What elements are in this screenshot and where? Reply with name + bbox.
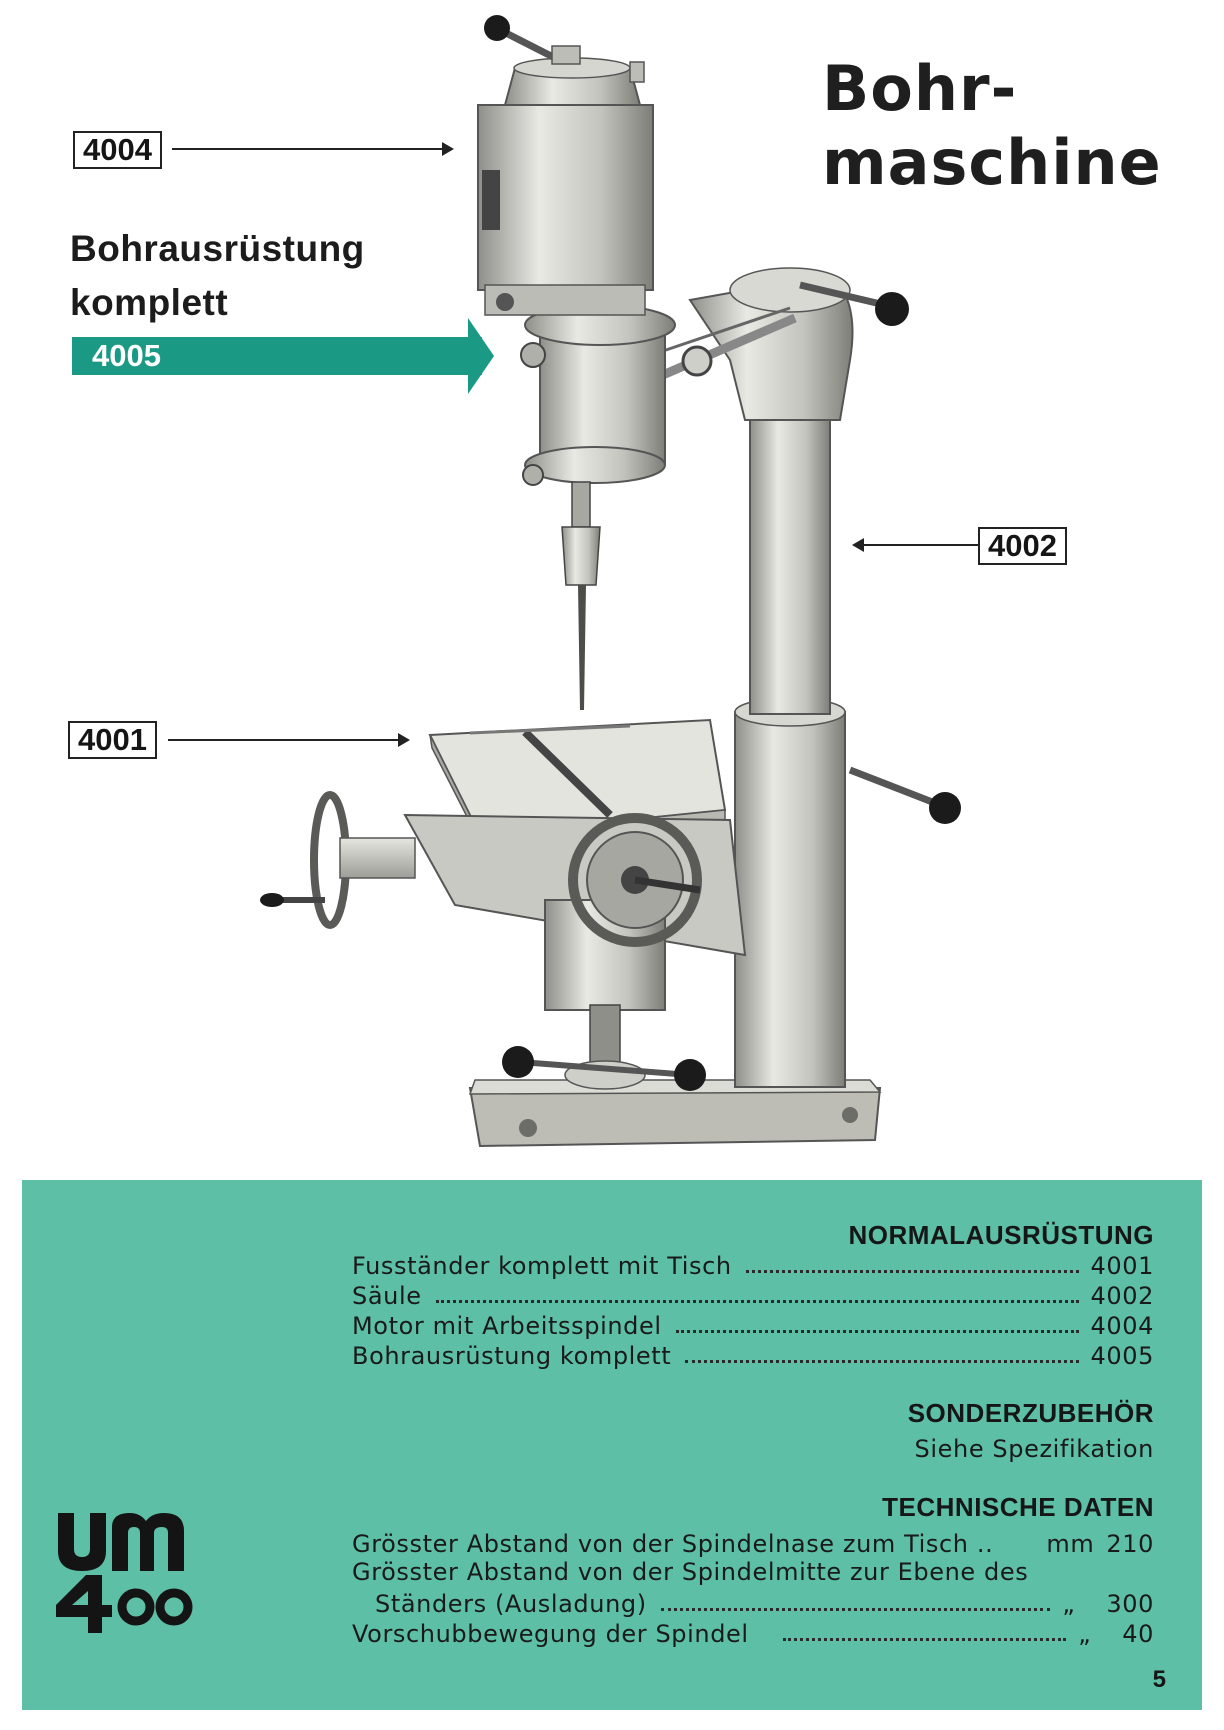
normal-item-label: Motor mit Arbeitsspindel bbox=[352, 1312, 662, 1340]
tech-row bbox=[352, 1528, 1154, 1558]
tech-row-unit: „ bbox=[1062, 1590, 1076, 1618]
tech-row-value: 40 bbox=[1122, 1620, 1154, 1648]
callout-column-number: 4002 bbox=[978, 527, 1067, 565]
tech-row-label: Ständers (Ausladung) bbox=[375, 1590, 647, 1618]
normal-item-value: 4004 bbox=[1090, 1312, 1154, 1340]
tech-row bbox=[352, 1618, 1154, 1648]
title-line-1: Bohr- bbox=[822, 52, 1018, 125]
callout-table-number: 4001 bbox=[68, 721, 157, 759]
leader-dots bbox=[676, 1330, 1079, 1333]
normal-item-row bbox=[352, 1250, 1154, 1280]
tech-row-unit: mm bbox=[1046, 1530, 1095, 1558]
title-line-2: maschine bbox=[822, 126, 1162, 199]
leader-dots bbox=[661, 1608, 1051, 1611]
leader-dots bbox=[685, 1360, 1078, 1363]
tech-row-label-line: Grösster Abstand von der Spindelmitte zur Ebene des bbox=[352, 1558, 1029, 1586]
um400-logo bbox=[50, 1505, 200, 1635]
leader-dots bbox=[783, 1638, 1067, 1641]
normal-item-label: Fusständer komplett mit Tisch bbox=[352, 1252, 732, 1280]
leader-dots bbox=[746, 1270, 1079, 1273]
normal-item-label: Säule bbox=[352, 1282, 422, 1310]
drilling-set-line-1: Bohrausrüstung bbox=[70, 228, 365, 269]
normal-item-row bbox=[352, 1280, 1154, 1310]
drilling-set-number: 4005 bbox=[92, 338, 161, 373]
tech-row bbox=[375, 1588, 1154, 1618]
technical-data-heading: TECHNISCHE DATEN bbox=[882, 1492, 1154, 1522]
normal-item-row bbox=[352, 1310, 1154, 1340]
tech-row-label: Vorschubbewegung der Spindel bbox=[352, 1620, 749, 1648]
page-number: 5 bbox=[1152, 1666, 1166, 1693]
drilling-set-line-2: komplett bbox=[70, 282, 229, 323]
normal-item-label: Bohrausrüstung komplett bbox=[352, 1342, 672, 1370]
normal-item-value: 4001 bbox=[1090, 1252, 1154, 1280]
tech-row-value: 210 bbox=[1106, 1530, 1154, 1558]
normal-item-row bbox=[352, 1340, 1154, 1370]
normal-item-value: 4002 bbox=[1090, 1282, 1154, 1310]
tech-row-label: Grösster Abstand von der Spindelnase zum Tisch .. bbox=[352, 1530, 994, 1558]
drilling-machine-illustration bbox=[250, 14, 990, 1174]
accessories-heading: SONDERZUBEHÖR bbox=[907, 1398, 1154, 1428]
accessories-text: Siehe Spezifikation bbox=[914, 1435, 1154, 1463]
tech-row-value: 300 bbox=[1106, 1590, 1154, 1618]
normal-item-value: 4005 bbox=[1090, 1342, 1154, 1370]
leader-dots bbox=[436, 1300, 1079, 1303]
normal-equipment-heading: NORMALAUSRÜSTUNG bbox=[848, 1220, 1154, 1250]
tech-row-unit: „ bbox=[1078, 1620, 1092, 1648]
callout-motor-number: 4004 bbox=[73, 131, 162, 169]
